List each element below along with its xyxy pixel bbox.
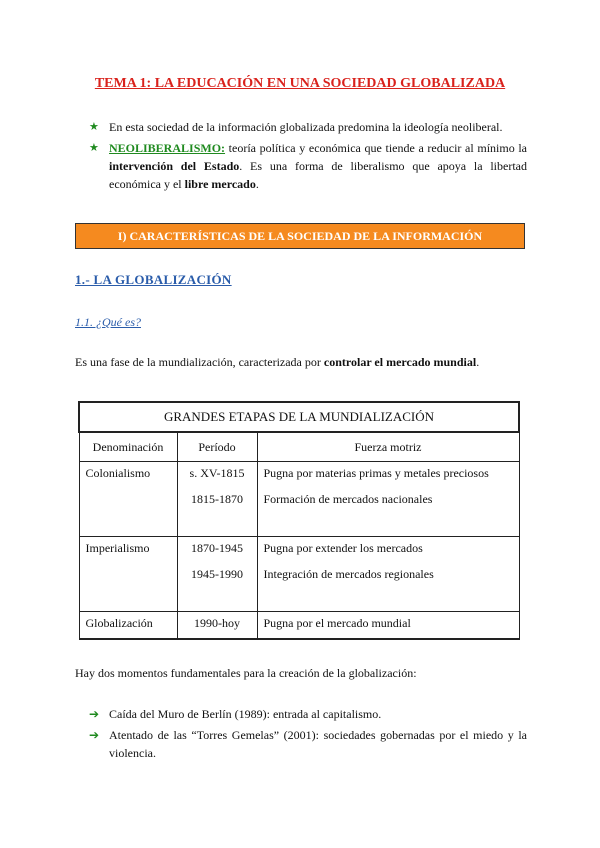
bold-text: intervención del Estado xyxy=(109,159,240,173)
table-cell: 1945-1990 xyxy=(177,563,257,612)
document-title: TEMA 1: LA EDUCACIÓN EN UNA SOCIEDAD GLOBALIZADA xyxy=(94,76,506,91)
table-cell xyxy=(79,488,177,537)
table-cell: Globalización xyxy=(79,612,177,640)
moments-list xyxy=(89,705,527,765)
table-row xyxy=(79,488,519,537)
arrow-right-icon: ➔ xyxy=(89,707,100,721)
table-header: Denominación xyxy=(79,432,177,462)
bullet-text: . Es una forma de liberalismo que apoya la libertad económica y el xyxy=(109,159,527,191)
bullet-text: . xyxy=(255,177,259,191)
table-cell: 1815-1870 xyxy=(177,488,257,537)
list-item xyxy=(89,705,527,723)
etapas-table xyxy=(78,401,520,640)
list-item-text: Caída del Muro de Berlín (1989): entrada al capitalismo. xyxy=(109,707,382,721)
table-cell: Colonialismo xyxy=(79,462,177,489)
table-caption: GRANDES ETAPAS DE LA MUNDIALIZACIÓN xyxy=(79,402,519,432)
bold-text: libre mercado xyxy=(184,177,256,191)
table-cell: Formación de mercados nacionales xyxy=(257,488,519,537)
bold-text: controlar el mercado mundial xyxy=(323,355,477,369)
table-cell: Imperialismo xyxy=(79,537,177,564)
table-header: Fuerza motriz xyxy=(257,432,519,462)
section-banner: I) CARACTERÍSTICAS DE LA SOCIEDAD DE LA INFORMACIÓN xyxy=(75,223,525,249)
arrow-right-icon: ➔ xyxy=(89,728,100,742)
table-cell: 1990-hoy xyxy=(177,612,257,640)
paragraph-text: . xyxy=(476,355,480,369)
table-cell: 1870-1945 xyxy=(177,537,257,564)
table-row xyxy=(79,462,519,489)
bullet-text: En esta sociedad de la información globalizada predomina la ideología neoliberal. xyxy=(109,120,503,134)
bullet-text: teoría política y económica que tiende a reducir al mínimo la xyxy=(225,141,527,155)
table-header: Período xyxy=(177,432,257,462)
subsection-heading: 1.1. ¿Qué es? xyxy=(75,315,141,329)
table-cell: Pugna por materias primas y metales preciosos xyxy=(257,462,519,489)
paragraph-text: Es una fase de la mundialización, caracterizada por xyxy=(75,355,324,369)
table-row xyxy=(79,612,519,640)
section-heading: 1.- LA GLOBALIZACIÓN xyxy=(75,272,232,287)
list-item xyxy=(89,726,527,762)
star-icon: ★ xyxy=(89,142,99,154)
bullet-item xyxy=(89,139,527,193)
bullet-item xyxy=(89,118,527,136)
list-item-text: Atentado de las “Torres Gemelas” (2001): sociedades gobernadas por el miedo y la violencia. xyxy=(109,728,527,760)
table-row xyxy=(79,537,519,564)
table-cell: Pugna por extender los mercados xyxy=(257,537,519,564)
table-cell: Integración de mercados regionales xyxy=(257,563,519,612)
table-cell xyxy=(79,563,177,612)
intro-paragraph xyxy=(75,355,479,370)
star-icon: ★ xyxy=(89,121,99,133)
table-cell: s. XV-1815 xyxy=(177,462,257,489)
table-row xyxy=(79,563,519,612)
moments-intro: Hay dos momentos fundamentales para la creación de la globalización: xyxy=(75,666,417,680)
neoliberalismo-term: NEOLIBERALISMO: xyxy=(109,141,226,155)
table-cell: Pugna por el mercado mundial xyxy=(257,612,519,640)
intro-bullet-list xyxy=(89,118,527,196)
